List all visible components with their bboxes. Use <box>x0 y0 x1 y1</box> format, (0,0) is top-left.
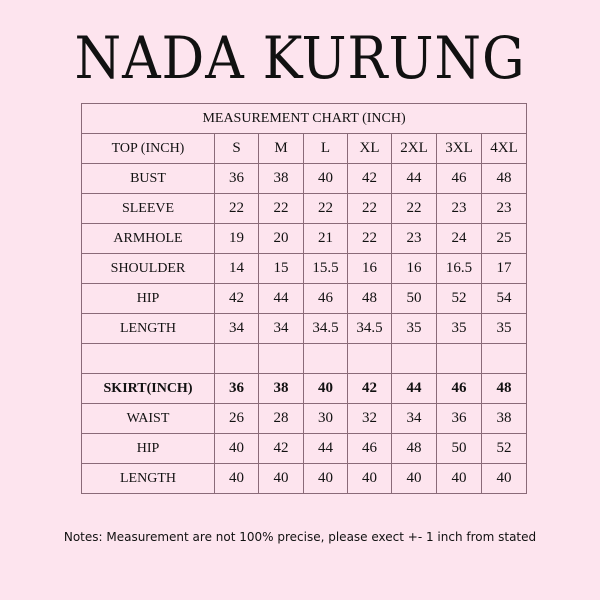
row-label: SLEEVE <box>82 194 215 224</box>
table-cell: 34 <box>215 314 259 344</box>
skirt-row-length <box>82 464 527 494</box>
row-label: SKIRT(INCH) <box>82 374 215 404</box>
table-cell: 16 <box>392 254 437 284</box>
table-cell: 38 <box>259 374 304 404</box>
table-cell: 38 <box>259 164 304 194</box>
row-label: HIP <box>82 434 215 464</box>
table-cell <box>259 344 304 374</box>
table-cell: 40 <box>304 464 348 494</box>
table-cell: 36 <box>437 404 482 434</box>
blank-row <box>82 344 527 374</box>
table-cell: 19 <box>215 224 259 254</box>
table-cell: 34.5 <box>348 314 392 344</box>
table-cell: 40 <box>348 464 392 494</box>
table-cell: 40 <box>437 464 482 494</box>
table-cell: 22 <box>215 194 259 224</box>
table-cell: 22 <box>304 194 348 224</box>
table-cell: 46 <box>304 284 348 314</box>
table-cell: XL <box>348 134 392 164</box>
table-cell: 23 <box>392 224 437 254</box>
table-cell: 17 <box>482 254 527 284</box>
row-label: HIP <box>82 284 215 314</box>
table-cell: 21 <box>304 224 348 254</box>
table-cell: 40 <box>304 164 348 194</box>
table-cell: 32 <box>348 404 392 434</box>
table-cell <box>482 344 527 374</box>
table-cell: 40 <box>215 464 259 494</box>
row-label: BUST <box>82 164 215 194</box>
table-cell: 44 <box>392 374 437 404</box>
table-cell: 42 <box>259 434 304 464</box>
table-cell: 4XL <box>482 134 527 164</box>
table-cell: 34.5 <box>304 314 348 344</box>
top-row-armhole <box>82 224 527 254</box>
table-cell: 36 <box>215 164 259 194</box>
table-cell: 30 <box>304 404 348 434</box>
table-cell: 48 <box>392 434 437 464</box>
table-cell: 36 <box>215 374 259 404</box>
top-header-row <box>82 134 527 164</box>
table-cell: 52 <box>437 284 482 314</box>
table-cell: 44 <box>392 164 437 194</box>
page-title: NADA KURUNG <box>74 24 526 92</box>
table-cell: 16.5 <box>437 254 482 284</box>
table-cell: 46 <box>437 374 482 404</box>
top-row-hip <box>82 284 527 314</box>
table-cell: 38 <box>482 404 527 434</box>
table-cell: 40 <box>259 464 304 494</box>
table-cell: 46 <box>348 434 392 464</box>
row-label: TOP (INCH) <box>82 134 215 164</box>
table-cell: 22 <box>348 224 392 254</box>
row-label: LENGTH <box>82 314 215 344</box>
row-label: LENGTH <box>82 464 215 494</box>
table-cell: 48 <box>482 164 527 194</box>
table-cell: 22 <box>392 194 437 224</box>
table-cell: 40 <box>392 464 437 494</box>
table-cell: 50 <box>392 284 437 314</box>
table-cell: 42 <box>215 284 259 314</box>
table-cell: 24 <box>437 224 482 254</box>
row-label: ARMHOLE <box>82 224 215 254</box>
skirt-row-hip <box>82 434 527 464</box>
notes-text: Notes: Measurement are not 100% precise, please exect +- 1 inch from stated <box>63 530 537 544</box>
top-row-sleeve <box>82 194 527 224</box>
measurement-chart <box>81 103 527 494</box>
table-cell <box>304 344 348 374</box>
table-cell: 42 <box>348 374 392 404</box>
table-cell: 40 <box>482 464 527 494</box>
table-cell: 48 <box>482 374 527 404</box>
table-cell: 20 <box>259 224 304 254</box>
table-cell: 42 <box>348 164 392 194</box>
table-cell: 48 <box>348 284 392 314</box>
top-row-length <box>82 314 527 344</box>
table-cell: 34 <box>259 314 304 344</box>
table-cell: 22 <box>348 194 392 224</box>
skirt-row-waist <box>82 404 527 434</box>
table-cell: 44 <box>259 284 304 314</box>
table-cell <box>392 344 437 374</box>
table-cell: 54 <box>482 284 527 314</box>
row-label: SHOULDER <box>82 254 215 284</box>
table-cell: 15 <box>259 254 304 284</box>
table-cell: 23 <box>437 194 482 224</box>
table-cell: 46 <box>437 164 482 194</box>
table-cell: 40 <box>304 374 348 404</box>
table-cell: 35 <box>392 314 437 344</box>
row-label <box>82 344 215 374</box>
table-cell: 14 <box>215 254 259 284</box>
table-cell: 23 <box>482 194 527 224</box>
chart-caption: MEASUREMENT CHART (INCH) <box>82 104 527 134</box>
table-cell: 50 <box>437 434 482 464</box>
table-cell: M <box>259 134 304 164</box>
table-cell: 44 <box>304 434 348 464</box>
table-cell: 16 <box>348 254 392 284</box>
table-cell: 40 <box>215 434 259 464</box>
table-cell: 15.5 <box>304 254 348 284</box>
skirt-header-row <box>82 374 527 404</box>
table-cell: 35 <box>437 314 482 344</box>
table-cell: 22 <box>259 194 304 224</box>
table-cell: 28 <box>259 404 304 434</box>
row-label: WAIST <box>82 404 215 434</box>
table-cell: 34 <box>392 404 437 434</box>
table-cell: S <box>215 134 259 164</box>
table-cell: 3XL <box>437 134 482 164</box>
table-cell: 35 <box>482 314 527 344</box>
table-cell <box>215 344 259 374</box>
top-row-shoulder <box>82 254 527 284</box>
table-cell: 25 <box>482 224 527 254</box>
table-cell <box>437 344 482 374</box>
table-cell <box>348 344 392 374</box>
table-cell: 52 <box>482 434 527 464</box>
table-cell: 26 <box>215 404 259 434</box>
top-row-bust <box>82 164 527 194</box>
table-cell: L <box>304 134 348 164</box>
table-cell: 2XL <box>392 134 437 164</box>
